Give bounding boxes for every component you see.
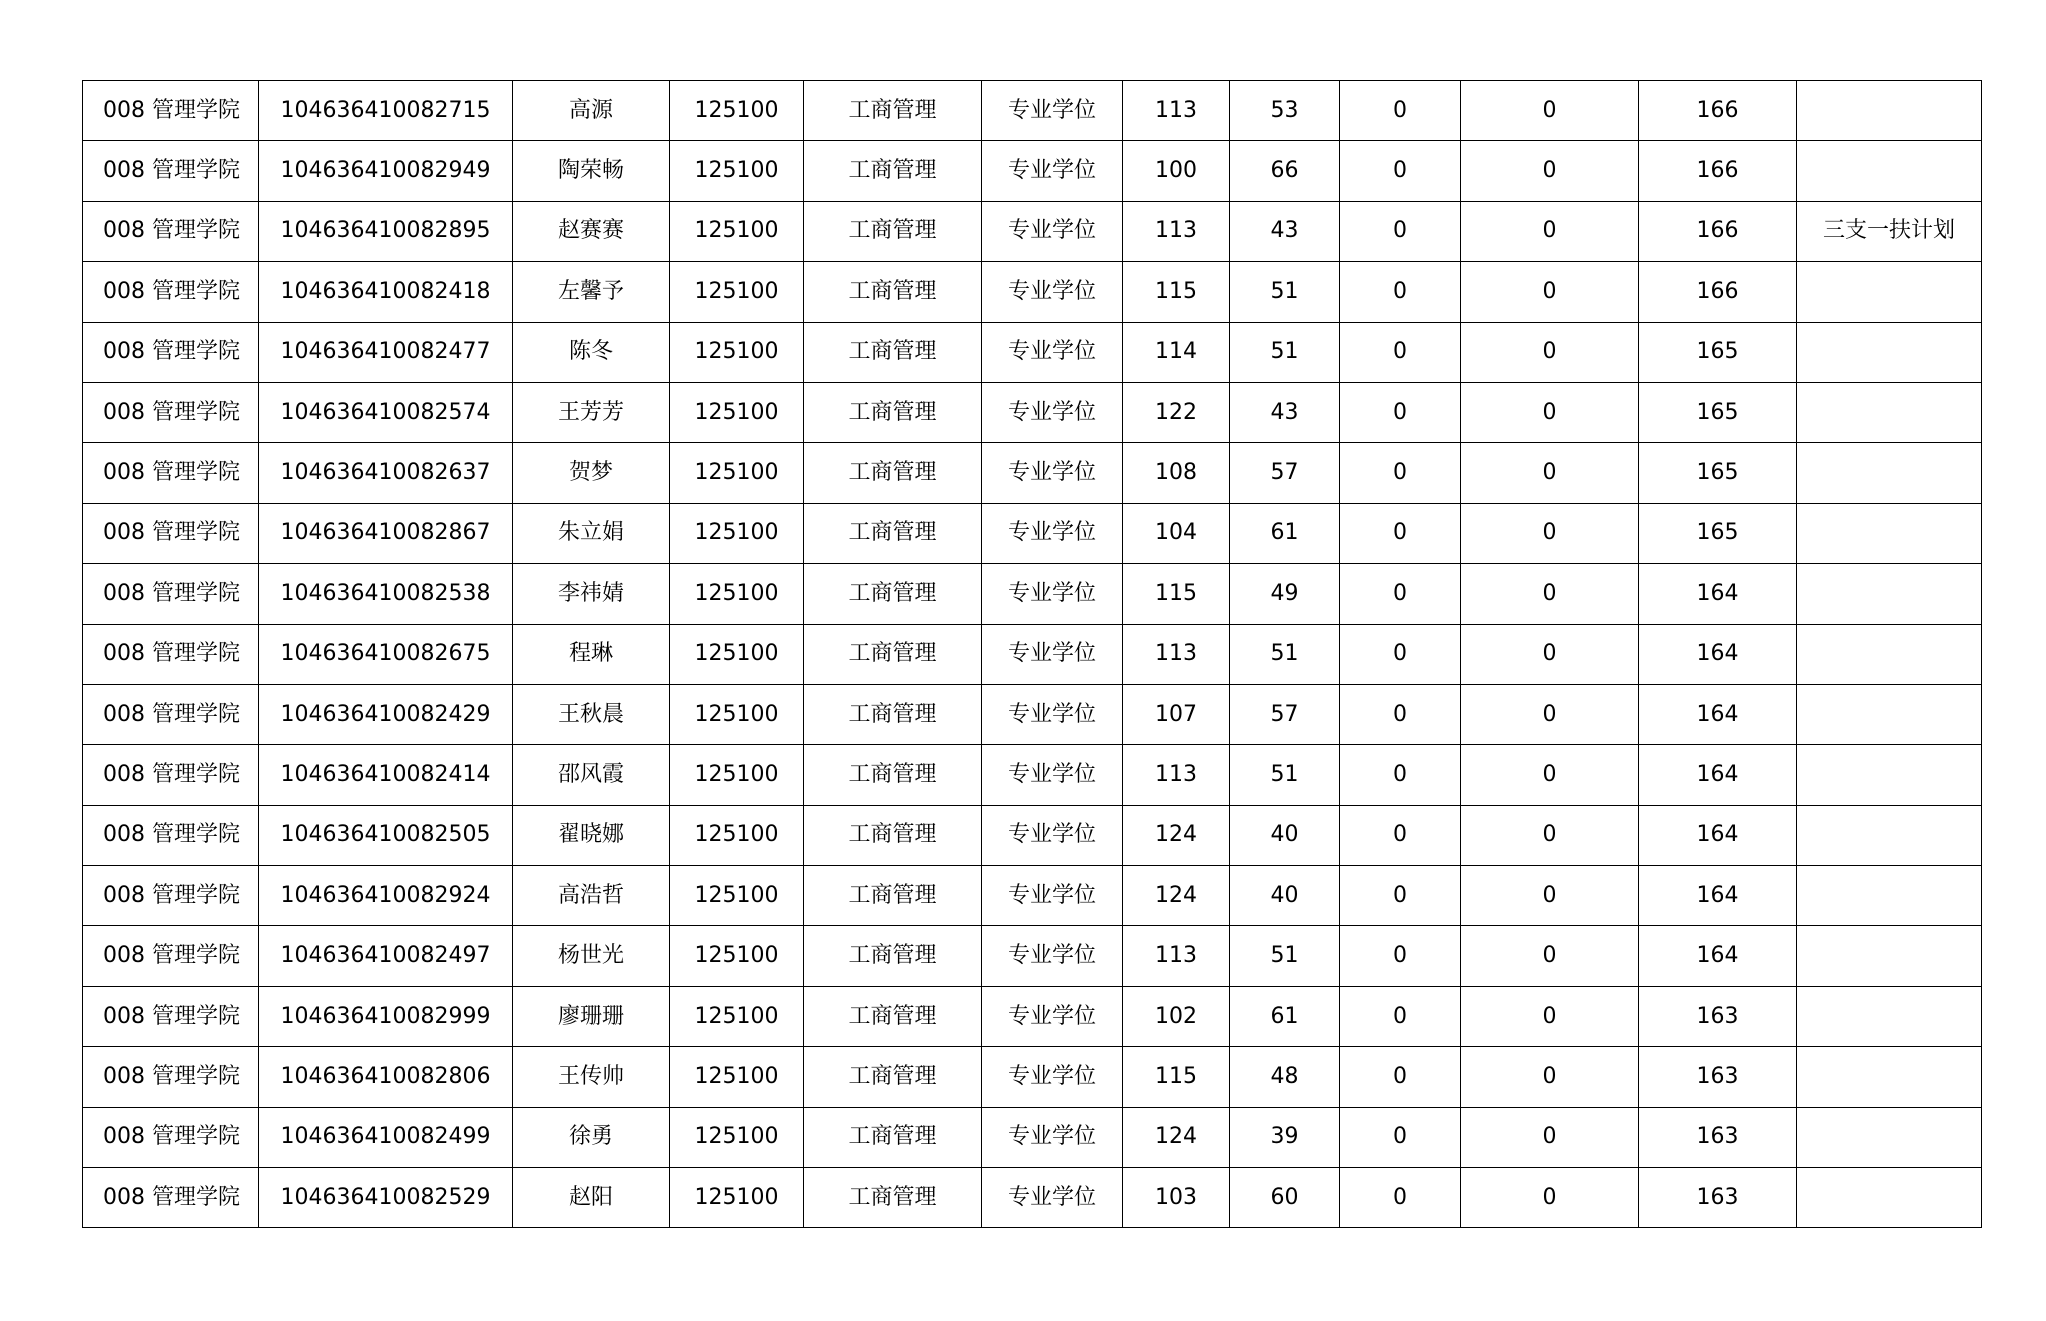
score-3-cell: 0 xyxy=(1340,745,1461,805)
score-1-cell: 107 xyxy=(1123,684,1230,744)
name-cell: 左馨予 xyxy=(513,262,670,322)
total-score-cell: 164 xyxy=(1639,805,1797,865)
degree-type-cell: 专业学位 xyxy=(982,382,1123,442)
total-score-cell: 163 xyxy=(1639,1168,1797,1228)
score-4-cell: 0 xyxy=(1461,1168,1639,1228)
score-1-cell: 104 xyxy=(1123,503,1230,563)
score-4-cell: 0 xyxy=(1461,564,1639,624)
score-2-cell: 51 xyxy=(1230,262,1340,322)
degree-type-cell: 专业学位 xyxy=(982,141,1123,201)
score-1-cell: 115 xyxy=(1123,564,1230,624)
score-3-cell: 0 xyxy=(1340,986,1461,1046)
major-code-cell: 125100 xyxy=(670,805,804,865)
score-2-cell: 48 xyxy=(1230,1047,1340,1107)
name-cell: 赵赛赛 xyxy=(513,201,670,261)
score-2-cell: 51 xyxy=(1230,745,1340,805)
score-2-cell: 51 xyxy=(1230,926,1340,986)
remark-cell xyxy=(1797,322,1982,382)
remark-cell xyxy=(1797,866,1982,926)
table-row xyxy=(83,201,1982,261)
major-code-cell: 125100 xyxy=(670,443,804,503)
major-code-cell: 125100 xyxy=(670,986,804,1046)
remark-cell xyxy=(1797,262,1982,322)
score-1-cell: 114 xyxy=(1123,322,1230,382)
candidate-id-cell: 104636410082806 xyxy=(259,1047,513,1107)
major-code-cell: 125100 xyxy=(670,1168,804,1228)
name-cell: 陈冬 xyxy=(513,322,670,382)
degree-type-cell: 专业学位 xyxy=(982,866,1123,926)
score-3-cell: 0 xyxy=(1340,866,1461,926)
remark-cell xyxy=(1797,81,1982,141)
degree-type-cell: 专业学位 xyxy=(982,986,1123,1046)
candidate-id-cell: 104636410082999 xyxy=(259,986,513,1046)
score-2-cell: 57 xyxy=(1230,684,1340,744)
college-cell: 008 管理学院 xyxy=(83,141,259,201)
degree-type-cell: 专业学位 xyxy=(982,201,1123,261)
table-row xyxy=(83,322,1982,382)
candidate-id-cell: 104636410082418 xyxy=(259,262,513,322)
score-4-cell: 0 xyxy=(1461,805,1639,865)
college-cell: 008 管理学院 xyxy=(83,564,259,624)
total-score-cell: 165 xyxy=(1639,443,1797,503)
name-cell: 高源 xyxy=(513,81,670,141)
degree-type-cell: 专业学位 xyxy=(982,564,1123,624)
college-cell: 008 管理学院 xyxy=(83,322,259,382)
score-2-cell: 40 xyxy=(1230,866,1340,926)
name-cell: 高浩哲 xyxy=(513,866,670,926)
name-cell: 贺梦 xyxy=(513,443,670,503)
major-name-cell: 工商管理 xyxy=(804,1107,982,1167)
major-name-cell: 工商管理 xyxy=(804,684,982,744)
major-code-cell: 125100 xyxy=(670,564,804,624)
score-3-cell: 0 xyxy=(1340,1168,1461,1228)
name-cell: 王芳芳 xyxy=(513,382,670,442)
degree-type-cell: 专业学位 xyxy=(982,262,1123,322)
total-score-cell: 166 xyxy=(1639,141,1797,201)
remark-cell xyxy=(1797,443,1982,503)
major-name-cell: 工商管理 xyxy=(804,201,982,261)
degree-type-cell: 专业学位 xyxy=(982,926,1123,986)
major-name-cell: 工商管理 xyxy=(804,745,982,805)
candidate-id-cell: 104636410082538 xyxy=(259,564,513,624)
candidate-id-cell: 104636410082675 xyxy=(259,624,513,684)
score-1-cell: 113 xyxy=(1123,201,1230,261)
major-name-cell: 工商管理 xyxy=(804,503,982,563)
remark-cell xyxy=(1797,684,1982,744)
college-cell: 008 管理学院 xyxy=(83,624,259,684)
score-1-cell: 113 xyxy=(1123,81,1230,141)
candidate-id-cell: 104636410082414 xyxy=(259,745,513,805)
score-2-cell: 51 xyxy=(1230,322,1340,382)
score-3-cell: 0 xyxy=(1340,926,1461,986)
candidate-id-cell: 104636410082497 xyxy=(259,926,513,986)
major-name-cell: 工商管理 xyxy=(804,262,982,322)
total-score-cell: 163 xyxy=(1639,986,1797,1046)
remark-cell xyxy=(1797,805,1982,865)
major-code-cell: 125100 xyxy=(670,322,804,382)
major-code-cell: 125100 xyxy=(670,745,804,805)
remark-cell xyxy=(1797,382,1982,442)
remark-cell xyxy=(1797,745,1982,805)
major-name-cell: 工商管理 xyxy=(804,866,982,926)
score-4-cell: 0 xyxy=(1461,201,1639,261)
remark-cell xyxy=(1797,564,1982,624)
remark-cell xyxy=(1797,1168,1982,1228)
score-4-cell: 0 xyxy=(1461,986,1639,1046)
score-3-cell: 0 xyxy=(1340,262,1461,322)
score-3-cell: 0 xyxy=(1340,141,1461,201)
candidate-id-cell: 104636410082505 xyxy=(259,805,513,865)
remark-cell xyxy=(1797,1047,1982,1107)
score-2-cell: 43 xyxy=(1230,201,1340,261)
major-code-cell: 125100 xyxy=(670,926,804,986)
total-score-cell: 164 xyxy=(1639,684,1797,744)
college-cell: 008 管理学院 xyxy=(83,81,259,141)
remark-cell xyxy=(1797,624,1982,684)
score-1-cell: 103 xyxy=(1123,1168,1230,1228)
college-cell: 008 管理学院 xyxy=(83,745,259,805)
score-4-cell: 0 xyxy=(1461,382,1639,442)
score-4-cell: 0 xyxy=(1461,1047,1639,1107)
candidate-id-cell: 104636410082949 xyxy=(259,141,513,201)
major-code-cell: 125100 xyxy=(670,866,804,926)
total-score-cell: 163 xyxy=(1639,1107,1797,1167)
remark-cell xyxy=(1797,1107,1982,1167)
total-score-cell: 164 xyxy=(1639,866,1797,926)
score-2-cell: 61 xyxy=(1230,986,1340,1046)
college-cell: 008 管理学院 xyxy=(83,262,259,322)
candidate-id-cell: 104636410082499 xyxy=(259,1107,513,1167)
candidate-id-cell: 104636410082895 xyxy=(259,201,513,261)
total-score-cell: 163 xyxy=(1639,1047,1797,1107)
name-cell: 程琳 xyxy=(513,624,670,684)
college-cell: 008 管理学院 xyxy=(83,503,259,563)
score-3-cell: 0 xyxy=(1340,805,1461,865)
college-cell: 008 管理学院 xyxy=(83,382,259,442)
score-1-cell: 102 xyxy=(1123,986,1230,1046)
name-cell: 陶荣畅 xyxy=(513,141,670,201)
remark-cell xyxy=(1797,986,1982,1046)
score-4-cell: 0 xyxy=(1461,684,1639,744)
degree-type-cell: 专业学位 xyxy=(982,684,1123,744)
table-row xyxy=(83,1047,1982,1107)
score-3-cell: 0 xyxy=(1340,503,1461,563)
table-row xyxy=(83,986,1982,1046)
score-3-cell: 0 xyxy=(1340,1047,1461,1107)
score-4-cell: 0 xyxy=(1461,322,1639,382)
name-cell: 徐勇 xyxy=(513,1107,670,1167)
degree-type-cell: 专业学位 xyxy=(982,1047,1123,1107)
college-cell: 008 管理学院 xyxy=(83,201,259,261)
score-4-cell: 0 xyxy=(1461,866,1639,926)
table-row xyxy=(83,1107,1982,1167)
major-name-cell: 工商管理 xyxy=(804,564,982,624)
score-4-cell: 0 xyxy=(1461,262,1639,322)
candidate-id-cell: 104636410082637 xyxy=(259,443,513,503)
table-row xyxy=(83,382,1982,442)
total-score-cell: 164 xyxy=(1639,624,1797,684)
score-2-cell: 51 xyxy=(1230,624,1340,684)
score-1-cell: 108 xyxy=(1123,443,1230,503)
table-row xyxy=(83,564,1982,624)
major-name-cell: 工商管理 xyxy=(804,986,982,1046)
score-2-cell: 39 xyxy=(1230,1107,1340,1167)
score-1-cell: 113 xyxy=(1123,745,1230,805)
table-row xyxy=(83,262,1982,322)
name-cell: 王秋晨 xyxy=(513,684,670,744)
total-score-cell: 166 xyxy=(1639,262,1797,322)
score-1-cell: 122 xyxy=(1123,382,1230,442)
name-cell: 廖珊珊 xyxy=(513,986,670,1046)
major-code-cell: 125100 xyxy=(670,1047,804,1107)
score-2-cell: 57 xyxy=(1230,443,1340,503)
score-4-cell: 0 xyxy=(1461,745,1639,805)
candidate-id-cell: 104636410082429 xyxy=(259,684,513,744)
score-2-cell: 43 xyxy=(1230,382,1340,442)
score-4-cell: 0 xyxy=(1461,141,1639,201)
total-score-cell: 164 xyxy=(1639,564,1797,624)
score-3-cell: 0 xyxy=(1340,443,1461,503)
college-cell: 008 管理学院 xyxy=(83,1107,259,1167)
score-3-cell: 0 xyxy=(1340,1107,1461,1167)
candidate-id-cell: 104636410082924 xyxy=(259,866,513,926)
score-3-cell: 0 xyxy=(1340,322,1461,382)
major-name-cell: 工商管理 xyxy=(804,443,982,503)
remark-cell xyxy=(1797,503,1982,563)
major-code-cell: 125100 xyxy=(670,503,804,563)
name-cell: 翟晓娜 xyxy=(513,805,670,865)
total-score-cell: 165 xyxy=(1639,382,1797,442)
remark-cell xyxy=(1797,926,1982,986)
score-1-cell: 115 xyxy=(1123,1047,1230,1107)
table-row xyxy=(83,684,1982,744)
table-row xyxy=(83,443,1982,503)
score-1-cell: 124 xyxy=(1123,866,1230,926)
major-name-cell: 工商管理 xyxy=(804,624,982,684)
major-name-cell: 工商管理 xyxy=(804,322,982,382)
score-4-cell: 0 xyxy=(1461,926,1639,986)
major-code-cell: 125100 xyxy=(670,624,804,684)
major-name-cell: 工商管理 xyxy=(804,926,982,986)
name-cell: 朱立娟 xyxy=(513,503,670,563)
remark-cell xyxy=(1797,141,1982,201)
score-2-cell: 60 xyxy=(1230,1168,1340,1228)
candidate-id-cell: 104636410082867 xyxy=(259,503,513,563)
score-4-cell: 0 xyxy=(1461,624,1639,684)
table-row xyxy=(83,81,1982,141)
degree-type-cell: 专业学位 xyxy=(982,1107,1123,1167)
table-row xyxy=(83,141,1982,201)
table-body xyxy=(83,81,1982,1228)
total-score-cell: 166 xyxy=(1639,81,1797,141)
table-row xyxy=(83,745,1982,805)
major-code-cell: 125100 xyxy=(670,201,804,261)
degree-type-cell: 专业学位 xyxy=(982,624,1123,684)
score-2-cell: 66 xyxy=(1230,141,1340,201)
degree-type-cell: 专业学位 xyxy=(982,503,1123,563)
major-name-cell: 工商管理 xyxy=(804,1168,982,1228)
college-cell: 008 管理学院 xyxy=(83,926,259,986)
degree-type-cell: 专业学位 xyxy=(982,81,1123,141)
score-2-cell: 61 xyxy=(1230,503,1340,563)
major-name-cell: 工商管理 xyxy=(804,1047,982,1107)
document-sheet xyxy=(82,80,1982,1228)
score-2-cell: 49 xyxy=(1230,564,1340,624)
total-score-cell: 164 xyxy=(1639,926,1797,986)
major-code-cell: 125100 xyxy=(670,262,804,322)
score-3-cell: 0 xyxy=(1340,624,1461,684)
degree-type-cell: 专业学位 xyxy=(982,443,1123,503)
major-name-cell: 工商管理 xyxy=(804,382,982,442)
college-cell: 008 管理学院 xyxy=(83,443,259,503)
major-code-cell: 125100 xyxy=(670,684,804,744)
score-3-cell: 0 xyxy=(1340,684,1461,744)
major-name-cell: 工商管理 xyxy=(804,805,982,865)
name-cell: 杨世光 xyxy=(513,926,670,986)
score-1-cell: 113 xyxy=(1123,926,1230,986)
college-cell: 008 管理学院 xyxy=(83,1168,259,1228)
major-code-cell: 125100 xyxy=(670,1107,804,1167)
score-2-cell: 53 xyxy=(1230,81,1340,141)
college-cell: 008 管理学院 xyxy=(83,684,259,744)
table-row xyxy=(83,624,1982,684)
score-1-cell: 124 xyxy=(1123,805,1230,865)
table-row xyxy=(83,805,1982,865)
score-1-cell: 113 xyxy=(1123,624,1230,684)
name-cell: 邵风霞 xyxy=(513,745,670,805)
table-row xyxy=(83,926,1982,986)
candidate-id-cell: 104636410082574 xyxy=(259,382,513,442)
name-cell: 王传帅 xyxy=(513,1047,670,1107)
score-1-cell: 115 xyxy=(1123,262,1230,322)
score-4-cell: 0 xyxy=(1461,443,1639,503)
table-row xyxy=(83,503,1982,563)
total-score-cell: 166 xyxy=(1639,201,1797,261)
score-4-cell: 0 xyxy=(1461,503,1639,563)
major-code-cell: 125100 xyxy=(670,141,804,201)
college-cell: 008 管理学院 xyxy=(83,805,259,865)
degree-type-cell: 专业学位 xyxy=(982,322,1123,382)
candidate-id-cell: 104636410082477 xyxy=(259,322,513,382)
score-4-cell: 0 xyxy=(1461,81,1639,141)
score-3-cell: 0 xyxy=(1340,382,1461,442)
admission-score-table xyxy=(82,80,1982,1228)
total-score-cell: 165 xyxy=(1639,322,1797,382)
score-3-cell: 0 xyxy=(1340,81,1461,141)
score-1-cell: 100 xyxy=(1123,141,1230,201)
college-cell: 008 管理学院 xyxy=(83,866,259,926)
score-4-cell: 0 xyxy=(1461,1107,1639,1167)
score-3-cell: 0 xyxy=(1340,201,1461,261)
major-name-cell: 工商管理 xyxy=(804,81,982,141)
total-score-cell: 164 xyxy=(1639,745,1797,805)
degree-type-cell: 专业学位 xyxy=(982,1168,1123,1228)
score-3-cell: 0 xyxy=(1340,564,1461,624)
table-row xyxy=(83,1168,1982,1228)
remark-cell: 三支一扶计划 xyxy=(1797,201,1982,261)
name-cell: 李祎婧 xyxy=(513,564,670,624)
table-row xyxy=(83,866,1982,926)
major-name-cell: 工商管理 xyxy=(804,141,982,201)
degree-type-cell: 专业学位 xyxy=(982,745,1123,805)
total-score-cell: 165 xyxy=(1639,503,1797,563)
college-cell: 008 管理学院 xyxy=(83,986,259,1046)
name-cell: 赵阳 xyxy=(513,1168,670,1228)
score-1-cell: 124 xyxy=(1123,1107,1230,1167)
candidate-id-cell: 104636410082529 xyxy=(259,1168,513,1228)
candidate-id-cell: 104636410082715 xyxy=(259,81,513,141)
major-code-cell: 125100 xyxy=(670,382,804,442)
college-cell: 008 管理学院 xyxy=(83,1047,259,1107)
major-code-cell: 125100 xyxy=(670,81,804,141)
score-2-cell: 40 xyxy=(1230,805,1340,865)
degree-type-cell: 专业学位 xyxy=(982,805,1123,865)
